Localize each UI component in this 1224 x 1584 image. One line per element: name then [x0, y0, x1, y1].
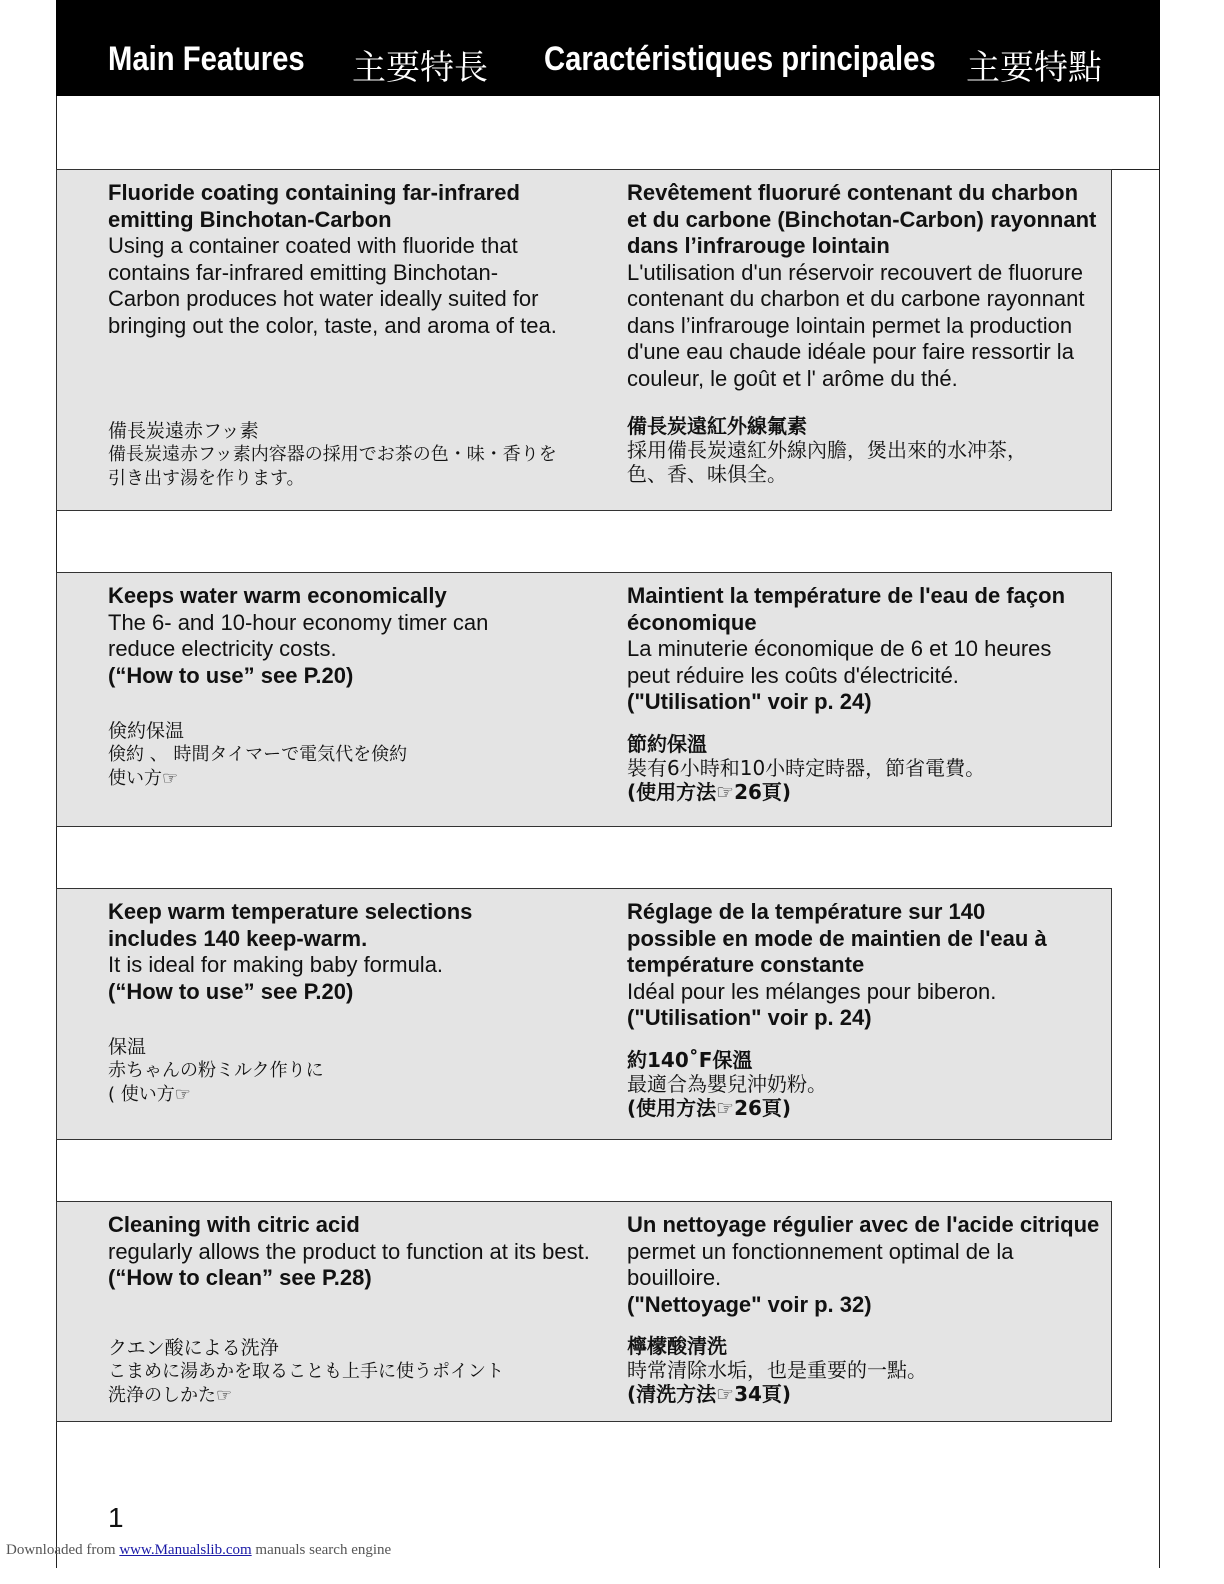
- feature-body-zh: 最適合為嬰兒沖奶粉。: [627, 1071, 827, 1096]
- feature-title-ja: 倹約保温: [108, 720, 185, 742]
- feature-title-ja: クエン酸による洗浄: [108, 1336, 279, 1359]
- feature-body-zh: 裝有6小時和10小時定時器，節省電費。: [627, 755, 986, 780]
- feature-box-keep-warm: [56, 888, 1112, 1140]
- feature-title-en: Keep warm temperature selections includes 140 keep-warm.: [108, 899, 473, 951]
- feature-ref-zh: (清洗方法☞34頁): [627, 1382, 792, 1406]
- feature-title-fr: Réglage de la température sur 140 possible en mode de maintien de l'eau à température constante: [627, 899, 1047, 977]
- feature-body-ja: 備長炭遠赤フッ素内容器の採用でお茶の色・味・香りを 引き出す湯を作ります。: [108, 444, 557, 489]
- feature-col-left: [108, 899, 608, 1107]
- feature-body-fr: permet un fonctionnement optimal de la bouilloire.: [627, 1238, 1014, 1290]
- feature-title-ja: 保温: [108, 1036, 147, 1058]
- header-title-fr: Caractéristiques principales: [544, 40, 936, 78]
- header-title-ja: 主要特長: [352, 48, 488, 88]
- feature-body-en: It is ideal for making baby formula.: [108, 952, 444, 977]
- feature-col-right: [627, 583, 1107, 804]
- feature-box-citric-acid: [56, 1201, 1112, 1422]
- feature-title-zh: 備長炭遠紅外線氟素: [627, 414, 807, 438]
- feature-body-zh: 時常清除水垢，也是重要的一點。: [627, 1358, 927, 1382]
- feature-col-left: [108, 583, 608, 791]
- feature-title-fr: Un nettoyage régulier avec de l'acide citrique: [627, 1212, 1100, 1237]
- feature-title-fr: Revêtement fluoruré contenant du charbon et du carbone (Binchotan-Carbon) rayonnant dans l’infrarouge lointain: [627, 180, 1097, 258]
- feature-body-ja: 倹約 、 時間タイマーで電気代を倹約 使い方☞: [108, 744, 408, 789]
- feature-body-fr: La minuterie économique de 6 et 10 heures peut réduire les coûts d'électricité.: [627, 636, 1052, 688]
- feature-ref-zh: (使用方法☞26頁): [627, 1095, 792, 1120]
- feature-title-zh: 節約保溫: [627, 731, 707, 756]
- feature-ref-en: (“How to use” see P.20): [108, 662, 354, 688]
- manualslib-link[interactable]: www.Manualslib.com: [119, 1542, 252, 1558]
- feature-ref-en: (“How to clean” see P.28): [108, 1265, 372, 1290]
- feature-col-left: [108, 180, 608, 491]
- feature-body-en: regularly allows the product to function at its best.: [108, 1238, 590, 1264]
- header-title-zh: 主要特點: [966, 48, 1102, 88]
- feature-col-right: [627, 899, 1107, 1120]
- feature-ref-zh: (使用方法☞26頁): [627, 779, 792, 804]
- feature-box-binchotan: [56, 169, 1112, 511]
- feature-body-en: The 6- and 10-hour economy timer can reduce electricity costs.: [108, 609, 489, 661]
- feature-title-en: Keeps water warm economically: [108, 583, 447, 608]
- feature-box-economy: [56, 572, 1112, 827]
- feature-title-fr: Maintient la température de l'eau de façon économique: [627, 583, 1066, 635]
- footer-download-note: [6, 1542, 391, 1559]
- feature-body-ja: 赤ちゃんの粉ミルク作りに ( 使い方☞: [108, 1060, 324, 1105]
- footer-suffix: manuals search engine: [251, 1542, 392, 1558]
- header-title-en: Main Features: [108, 40, 305, 78]
- feature-col-right: [627, 1212, 1107, 1406]
- header-bar: [56, 0, 1160, 96]
- feature-body-ja: こまめに湯あかを取ることも上手に使うポイント 洗浄のしかた☞: [108, 1360, 504, 1406]
- feature-body-zh: 採用備長炭遠紅外線內膽，煲出來的水冲茶， 色、香、味俱全。: [627, 438, 1027, 486]
- feature-col-left: [108, 1212, 608, 1408]
- feature-title-zh: 檸檬酸清洗: [627, 1334, 727, 1358]
- feature-title-zh: 約140˚F保溫: [627, 1047, 753, 1072]
- feature-title-ja: 備長炭遠赤フッ素: [108, 420, 259, 442]
- feature-body-en: Using a container coated with fluoride that contains far-infrared emitting Binchotan- Carbon produces hot water ideally suited for bringing out the color, taste, and aroma of tea.: [108, 233, 557, 338]
- feature-body-fr: Idéal pour les mélanges pour biberon.: [627, 978, 997, 1004]
- page-number: 1: [108, 1502, 124, 1533]
- feature-title-en: Cleaning with citric acid: [108, 1212, 360, 1237]
- footer-prefix: Downloaded from: [6, 1542, 120, 1558]
- feature-title-en: Fluoride coating containing far-infrared emitting Binchotan-Carbon: [108, 180, 520, 232]
- feature-col-right: [627, 180, 1107, 486]
- feature-ref-fr: ("Nettoyage" voir p. 32): [627, 1291, 872, 1317]
- feature-body-fr: L'utilisation d'un réservoir recouvert de fluorure contenant du charbon et du carbone rayonnant dans l’infrarouge lointain permet la production d'une eau chaude idéale pour faire ressortir la couleur, le goût et l' arôme du thé.: [627, 259, 1085, 391]
- feature-ref-fr: ("Utilisation" voir p. 24): [627, 689, 872, 714]
- feature-ref-en: (“How to use” see P.20): [108, 978, 354, 1004]
- feature-ref-fr: ("Utilisation" voir p. 24): [627, 1005, 872, 1030]
